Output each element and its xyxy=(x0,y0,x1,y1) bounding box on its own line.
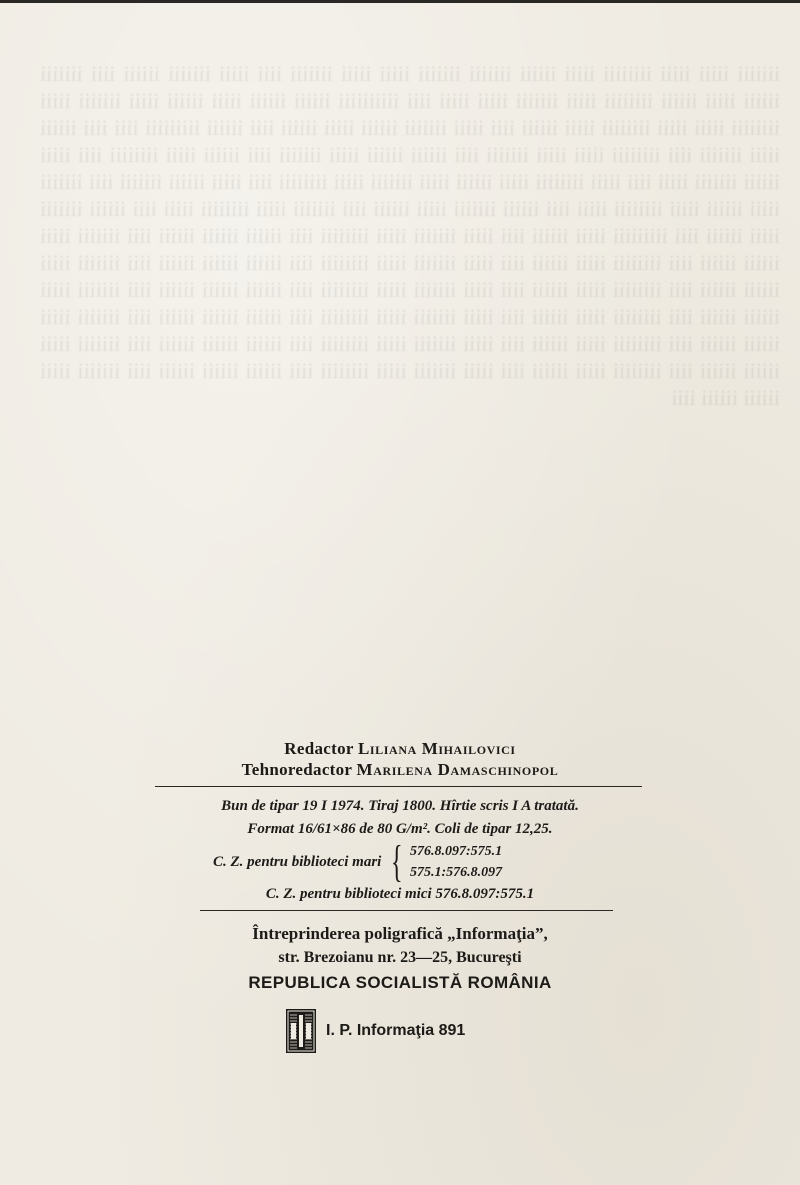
tech-editor-line xyxy=(0,759,800,780)
editorial-credits xyxy=(0,738,800,780)
redactor-line xyxy=(0,738,800,759)
classification-large-libraries xyxy=(213,837,633,887)
printing-press-logo-icon xyxy=(286,1009,316,1053)
printer-country: REPUBLICA SOCIALISTĂ ROMÂNIA xyxy=(248,973,552,992)
printing-order-number: I. P. Informaţia 891 xyxy=(326,1022,466,1039)
redactor-name: Liliana Mihailovici xyxy=(357,739,516,758)
brace-glyph: { xyxy=(391,837,403,886)
tech-editor-name: Marilena Damaschinopol xyxy=(356,760,559,779)
cz-large-value-2: 575.1:576.8.097 xyxy=(410,865,503,880)
page-edge-line xyxy=(0,0,800,3)
printer-name: Întreprinderea poligrafică „Informaţia”, xyxy=(252,924,548,943)
redactor-role: Redactor xyxy=(284,739,354,758)
printing-order xyxy=(286,1006,465,1056)
tech-editor-role: Tehnoredactor xyxy=(241,760,352,779)
bottom-rule xyxy=(200,910,613,911)
format-line: Format 16/61×86 de 80 G/m². Coli de tipar 12,25. xyxy=(247,821,553,837)
cz-large-value-1: 576.8.097:575.1 xyxy=(410,844,503,859)
cz-large-label: C. Z. pentru biblioteci mari xyxy=(213,854,382,870)
printer-info xyxy=(0,922,800,995)
printer-address: str. Brezoianu nr. 23—25, Bucureşti xyxy=(278,949,522,966)
top-rule xyxy=(155,786,642,787)
show-through-texture: iiiiiii iiiii iiiii iiiiiiii iiiii iiiiii iiiiiii iiiiiii iiiii iiiii iiiiiii iiii iiiii iiiiiii iiiiii iiii iiiiiii iiiiii iiiii iiiiii iiiiiiii iiiii iiiiiii iiiii iiiii iiii iiiiiiiiii iiiiii iiiiii iiiii iiiiii iiiii iiiiiii iiiii iiiiiiii iiiii iiiii iiiiiiii iiiii iiiiii iiii iiiii iiiiiii iiiiii iiiii iiiiii iiii iiiiii iiiiiiiii iiii iiii iiiiii iiiii iiiiiii iiii iiiiiiii iiiii iiiii iiiiiii iiii iiiiii iiiiii iiiii iiiiiii iiii iiiiii iiiii iiiiiiii iiii iiiii iiiiii iiiiiii iiiii iiii iiiii iiiiiiii iiiii iiiiii iiiii iiiiiii iiiii iiiiiiii iiii iiiii iiiiii iiiiiii iiii iiiiiii iiiii iiiiii iiiii iiiiiiii iiiii iiii iiiiii iiiiiii iiiii iiiiii iiii iiiiiii iiiii iiiiiiii iiiii iiii iiiiii iiiiiii iiiii iiiiii iiii iiiiiiiii iiiii iiiiii iiii iiiii iiiiiii iiiii iiiiiiii iiii iiiiii iiiiii iiiiii iiii iiiiiii iiiii iiiiii iiiiii iiii iiiiiiii iiiii iiiiii iiii iiiii iiiiiii iiiii iiiiiiii iiii iiiiii iiiiii iiiiii iiii iiiiiii iiiii iiiiii iiiiii iiii iiiiiiii iiiii iiiiii iiii iiiii iiiiiii iiiii iiiiiiii iiii iiiiii iiiiii iiiiii iiii iiiiiii iiiii iiiiii iiiiii iiii iiiiiiii iiiii iiiiii iiii iiiii iiiiiii iiiii iiiiiiii iiii iiiiii iiiiii iiiiii iiii iiiiiii iiiii iiiiii iiiiii iiii iiiiiiii iiiii iiiiii iiii iiiii iiiiiii iiiii iiiiiiii iiii iiiiii iiiiii iiiiii iiii iiiiiii iiiii iiiiii iiiiii iiii iiiiiiii iiiii iiiiii iiii iiiii iiiiiii iiiii iiiiiiii iiii iiiiii iiiiii iiiiii iiii iiiiiii iiiii iiiiii iiiiii iiii xyxy=(40,61,780,410)
classification-small-libraries: C. Z. pentru biblioteci mici 576.8.097:575.1 xyxy=(265,886,535,902)
print-approval-line: Bun de tipar 19 I 1974. Tiraj 1800. Hîrtie scris I A tratată. xyxy=(221,798,579,814)
